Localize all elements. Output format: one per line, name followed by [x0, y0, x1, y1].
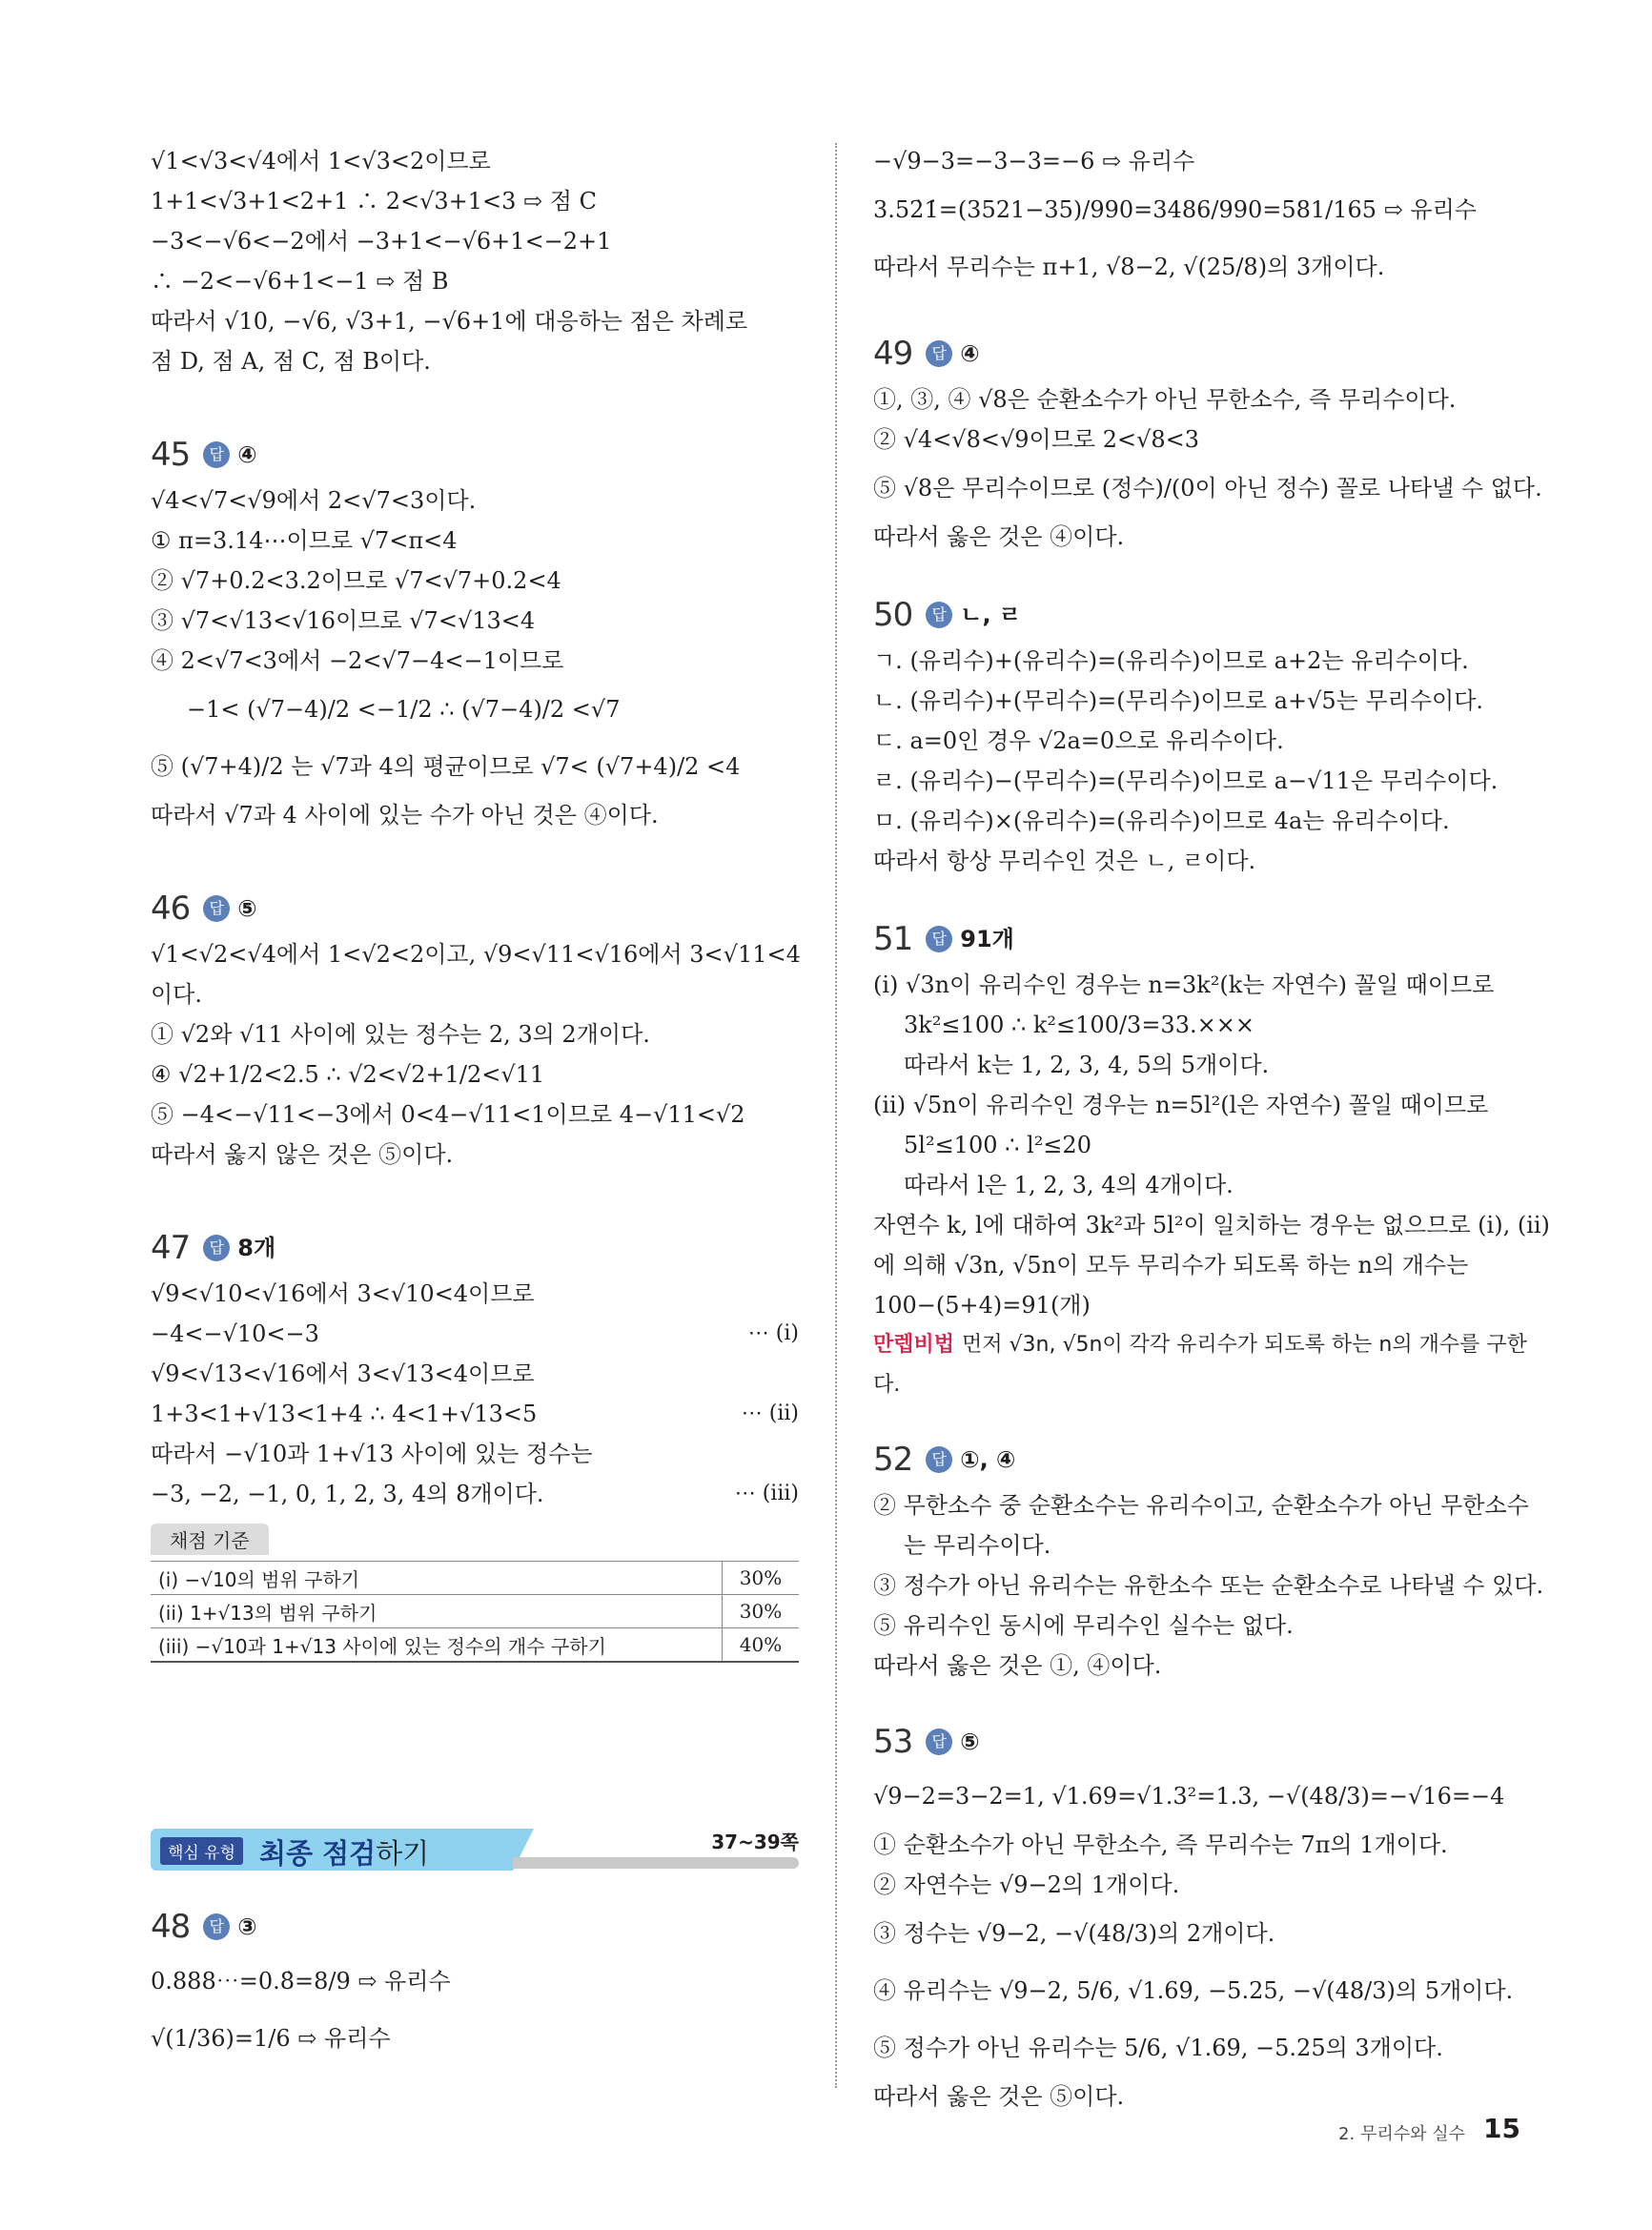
- problem-53: [873, 1716, 1531, 2117]
- solution-line: ㅁ. (유리수)×(유리수)=(유리수)이므로 4a는 유리수이다.: [873, 808, 1450, 834]
- problem-49: [873, 328, 1542, 557]
- answer-badge: 답: [926, 1729, 952, 1755]
- solution-line: ③ √7<√13<√16이므로 √7<√13<4: [151, 607, 536, 634]
- solution-line: √(1/36)=1/6 ⇨ 유리수: [151, 2025, 391, 2052]
- solution-line: −1< (√7−4)/2 <−1/2 ∴ (√7−4)/2 <√7: [187, 696, 621, 723]
- solution-line: ② √7+0.2<3.2이므로 √7<√7+0.2<4: [151, 567, 561, 594]
- solution-line: 따라서 √10, −√6, √3+1, −√6+1에 대응하는 점은 차례로: [151, 308, 748, 335]
- answer-value: ④: [960, 340, 980, 367]
- solution-line: ② 자연수는 √9−2의 1개이다.: [873, 1872, 1180, 1898]
- problem-52: [873, 1434, 1544, 1686]
- solution-line: ∴ −2<−√6+1<−1 ⇨ 점 B: [151, 268, 449, 295]
- solution-line: 따라서 옳은 것은 ④이다.: [873, 523, 1125, 550]
- scoring-criteria-table: [151, 1561, 799, 1663]
- intro-solution: [151, 141, 799, 381]
- answer-value: ㄴ, ㄹ: [960, 602, 1022, 628]
- answer-value: ④: [237, 441, 257, 468]
- solution-line: ① √2와 √11 사이에 있는 정수는 2, 3의 2개이다.: [151, 1021, 650, 1048]
- banner-title: 최종 점검하기: [259, 1837, 430, 1870]
- solution-line: −4<−√10<−3 ⋯ (i): [151, 1320, 799, 1347]
- answer-badge: 답: [926, 602, 952, 628]
- solution-line: ①, ③, ④ √8은 순환소수가 아닌 무한소수, 즉 무리수이다.: [873, 386, 1457, 413]
- banner-tag: 핵심 유형: [160, 1837, 243, 1865]
- answer-value: ①, ④: [960, 1446, 1016, 1473]
- solution-line: ③ 정수가 아닌 유리수는 유한소수 또는 순환소수로 나타낼 수 있다.: [873, 1572, 1544, 1599]
- criteria-title: 채점 기준: [151, 1524, 269, 1555]
- solution-line: √1<√2<√4에서 1<√2<2이고, √9<√11<√16에서 3<√11<4: [151, 941, 801, 968]
- solution-line: 따라서 옳은 것은 ①, ④이다.: [873, 1652, 1162, 1679]
- solution-line: 1+3<1+√13<1+4 ∴ 4<1+√13<5 ⋯ (ii): [151, 1401, 799, 1427]
- solution-line: √1<√3<√4에서 1<√3<2이므로: [151, 148, 491, 174]
- solution-line: 이다.: [151, 981, 202, 1008]
- solution-line: 따라서 옳은 것은 ⑤이다.: [873, 2083, 1125, 2110]
- answer-value: ③: [237, 1913, 257, 1940]
- problem-47: [151, 1222, 799, 1663]
- solution-line: ㄹ. (유리수)−(무리수)=(무리수)이므로 a−√11은 무리수이다.: [873, 767, 1499, 794]
- table-row: [151, 1562, 799, 1595]
- solution-line: 3.52̇1̇=(3521−35)/990=3486/990=581/165 ⇨ 유리수: [873, 196, 1477, 223]
- solution-line: 3k²≤100 ∴ k²≤100/3=33.×××: [904, 1012, 1254, 1038]
- solution-line: 1+1<√3+1<2+1 ∴ 2<√3+1<3 ⇨ 점 C: [151, 188, 597, 215]
- answer-badge: 답: [926, 926, 952, 952]
- solution-line: ⑤ 유리수인 동시에 무리수인 실수는 없다.: [873, 1612, 1294, 1639]
- solution-line: 0.888⋯=0.8̇=8/9 ⇨ 유리수: [151, 1968, 451, 1995]
- solution-line: −3, −2, −1, 0, 1, 2, 3, 4의 8개이다. ⋯ (iii): [151, 1481, 799, 1507]
- tip-note: 만렙비법 먼저 √3n, √5n이 각각 유리수가 되도록 하는 n의 개수를 구한다.: [873, 1333, 1527, 1397]
- criteria-percent: 40%: [723, 1628, 800, 1663]
- criteria-item: (ii) 1+√13의 범위 구하기: [151, 1595, 723, 1628]
- problem-48: [151, 1897, 799, 2067]
- solution-line: 5l²≤100 ∴ l²≤20: [904, 1132, 1091, 1158]
- solution-line: ④ √2+1/2<2.5 ∴ √2<√2+1/2<√11: [151, 1061, 545, 1088]
- solution-line: √4<√7<√9에서 2<√7<3이다.: [151, 487, 477, 514]
- solution-line: 따라서 l은 1, 2, 3, 4의 4개이다.: [904, 1172, 1234, 1198]
- solution-line: 자연수 k, l에 대하여 3k²과 5l²이 일치하는 경우는 없으므로 (i), (ii): [873, 1212, 1550, 1238]
- solution-line: ㄷ. a=0인 경우 √2a=0으로 유리수이다.: [873, 727, 1284, 754]
- problem-50: [873, 589, 1531, 881]
- solution-line: ⑤ −4<−√11<−3에서 0<4−√11<1이므로 4−√11<√2: [151, 1101, 745, 1128]
- solution-line: ⑤ (√7+4)/2 는 √7과 4의 평균이므로 √7< (√7+4)/2 <4: [151, 753, 741, 780]
- table-row: [151, 1628, 799, 1663]
- problem-number: 51: [873, 920, 913, 958]
- problem-number: 49: [873, 335, 913, 373]
- solution-line: ② 무한소수 중 순환소수는 유리수이고, 순환소수가 아닌 무한소수: [873, 1492, 1529, 1519]
- solution-line: 따라서 √7과 4 사이에 있는 수가 아닌 것은 ④이다.: [151, 802, 659, 829]
- answer-value: 8개: [237, 1235, 276, 1261]
- solution-line: ③ 정수는 √9−2, −√(48/3)의 2개이다.: [873, 1920, 1275, 1947]
- solution-line: √9−2=3−2=1, √1.69=√1.3²=1.3, −√(48/3)=−√16=−4: [873, 1783, 1505, 1810]
- solution-line: ⑤ 정수가 아닌 유리수는 5/6, √1.69, −5.25의 3개이다.: [873, 2035, 1443, 2061]
- solution-line: 따라서 k는 1, 2, 3, 4, 5의 5개이다.: [904, 1052, 1270, 1078]
- answer-badge: 답: [203, 441, 230, 468]
- solution-line: ④ 2<√7<3에서 −2<√7−4<−1이므로: [151, 647, 564, 674]
- solution-line: 따라서 무리수는 π+1, √8−2, √(25/8)의 3개이다.: [873, 254, 1385, 280]
- solution-line: ④ 유리수는 √9−2, 5/6, √1.69, −5.25, −√(48/3)의 5개이다.: [873, 1977, 1514, 2004]
- answer-badge: 답: [926, 340, 952, 367]
- problem-number: 46: [151, 890, 191, 928]
- solution-line: ② √4<√8<√9이므로 2<√8<3: [873, 426, 1200, 453]
- answer-badge: 답: [203, 1913, 230, 1940]
- problem-number: 53: [873, 1723, 913, 1761]
- problem-number: 47: [151, 1229, 191, 1267]
- solution-line: ① π=3.14⋯이므로 √7<π<4: [151, 527, 458, 554]
- solution-line: 따라서 옳지 않은 것은 ⑤이다.: [151, 1141, 454, 1168]
- section-banner: [151, 1829, 799, 1872]
- solution-line: √9<√13<√16에서 3<√13<4이므로: [151, 1361, 535, 1387]
- answer-badge: 답: [203, 895, 230, 922]
- solution-line: 따라서 −√10과 1+√13 사이에 있는 정수는: [151, 1441, 593, 1467]
- criteria-item: (i) −√10의 범위 구하기: [151, 1562, 723, 1595]
- answer-value: ⑤: [960, 1729, 980, 1755]
- solution-line: 에 의해 √3n, √5n이 모두 무리수가 되도록 하는 n의 개수는: [873, 1252, 1469, 1279]
- left-column: [151, 141, 799, 1663]
- column-divider: [835, 143, 837, 2088]
- criteria-percent: 30%: [723, 1595, 800, 1628]
- problem-number: 50: [873, 596, 913, 634]
- problem-48-continued: [873, 141, 1531, 296]
- criteria-percent: 30%: [723, 1562, 800, 1595]
- solution-line: (ii) √5n이 유리수인 경우는 n=5l²(l은 자연수) 꼴일 때이므로: [873, 1092, 1489, 1118]
- table-row: [151, 1595, 799, 1628]
- problem-number: 52: [873, 1441, 913, 1479]
- tip-badge: 만렙비법: [873, 1333, 955, 1357]
- solution-line: 점 D, 점 A, 점 C, 점 B이다.: [151, 348, 431, 375]
- solution-line: 100−(5+4)=91(개): [873, 1292, 1091, 1319]
- problem-45: [151, 429, 799, 835]
- answer-value: 91개: [960, 926, 1014, 952]
- chapter-label: 2. 무리수와 실수: [1338, 2124, 1465, 2144]
- page-number: 15: [1483, 2113, 1520, 2144]
- problem-number: 45: [151, 436, 191, 474]
- criteria-item: (iii) −√10과 1+√13 사이에 있는 정수의 개수 구하기: [151, 1628, 723, 1663]
- banner-pages: 37~39쪽: [711, 1831, 799, 1853]
- answer-value: ⑤: [237, 895, 257, 922]
- solution-line: ① 순환소수가 아닌 무한소수, 즉 무리수는 7π의 1개이다.: [873, 1831, 1448, 1858]
- problem-number: 48: [151, 1908, 191, 1946]
- solution-line: 는 무리수이다.: [904, 1532, 1051, 1559]
- solution-line: ㄴ. (유리수)+(무리수)=(무리수)이므로 a+√5는 무리수이다.: [873, 687, 1484, 714]
- answer-badge: 답: [926, 1446, 952, 1473]
- solution-line: −3<−√6<−2에서 −3+1<−√6+1<−2+1: [151, 228, 612, 255]
- solution-line: (i) √3n이 유리수인 경우는 n=3k²(k는 자연수) 꼴일 때이므로: [873, 972, 1495, 998]
- solution-line: ⑤ √8은 무리수이므로 (정수)/(0이 아닌 정수) 꼴로 나타낼 수 없다.: [873, 475, 1542, 501]
- solution-line: −√9−3=−3−3=−6 ⇨ 유리수: [873, 148, 1195, 174]
- solution-line: 따라서 항상 무리수인 것은 ㄴ, ㄹ이다.: [873, 848, 1256, 874]
- answer-badge: 답: [203, 1235, 230, 1261]
- solution-line: ㄱ. (유리수)+(유리수)=(유리수)이므로 a+2는 유리수이다.: [873, 647, 1469, 674]
- solution-line: √9<√10<√16에서 3<√10<4이므로: [151, 1280, 535, 1307]
- right-column: [873, 141, 1550, 2117]
- problem-46: [151, 883, 799, 1175]
- problem-51: [873, 913, 1550, 1405]
